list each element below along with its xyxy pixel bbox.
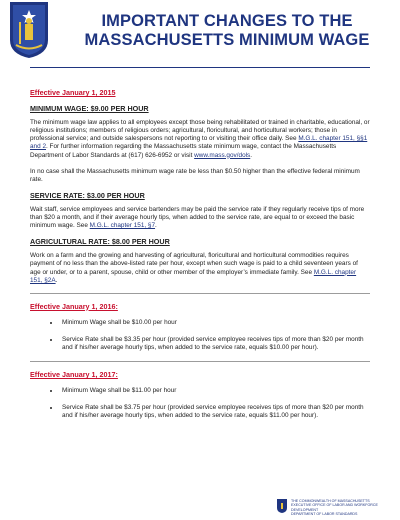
header-divider	[30, 67, 370, 68]
minimum-wage-paragraph: The minimum wage law applies to all employees except those being rehabilitated or trained in charitable, educational, or religious institutions; members of religious orders; agricultural, floricultural, and horticultural workers; those in professional service; and outside salespersons not reporting to or visiting their office daily. See M.G.L. chapter 151, §§1 and 2. For further information regarding the Massachusetts state minimum wage, contact the Massachusetts Department of Labor Standards at (617) 626-6952 or visit www.mass.gov/dols.	[30, 119, 370, 159]
dols-footer-logo	[276, 498, 386, 514]
agricultural-rate-heading: AGRICULTURAL RATE: $8.00 PER HOUR	[30, 237, 170, 247]
minimum-wage-heading: MINIMUM WAGE: $9.00 PER HOUR	[30, 104, 149, 114]
list-item: • Service Rate shall be $3.35 per hour (provided service employee receives tips of more than $20 per month and if his/her average hourly tips, when added to the service rate, equals $10.00 per hour).	[60, 336, 370, 352]
dols-website-link[interactable]: www.mass.gov/dols	[194, 151, 251, 159]
footer-seal-icon	[276, 498, 288, 514]
agricultural-rate-paragraph: Work on a farm and the growing and harvesting of agricultural, floricultural and horticultural commodities requires payment of no less than the above-listed rate per hour, except when such wage is paid to a child seventeen years of age or under, or to a parent, spouse, child or other member of the employer’s immediate family. See M.G.L. chapter 151, §2A.	[30, 252, 358, 284]
footer-line-1: THE COMMONWEALTH OF MASSACHUSETTS	[291, 499, 370, 503]
page-title	[60, 12, 394, 50]
federal-minimum-paragraph: In no case shall the Massachusetts minimum wage rate be less than $0.50 higher than the effective federal minimum rate.	[30, 167, 360, 183]
mgl-151-1-2-link[interactable]: M.G.L. chapter 151, §§1 and 2	[30, 135, 368, 151]
title-line-1: IMPORTANT CHANGES TO THE	[101, 12, 353, 30]
list-2017	[30, 387, 370, 420]
list-item: • Minimum Wage shall be $10.00 per hour	[60, 319, 370, 327]
service-rate-heading: SERVICE RATE: $3.00 PER HOUR	[30, 190, 145, 200]
document-body	[30, 89, 370, 429]
massachusetts-seal-icon	[8, 0, 50, 60]
effective-2015-heading: Effective January 1, 2015	[30, 88, 116, 97]
list-2016	[30, 319, 370, 352]
title-line-2: MASSACHUSETTS MINIMUM WAGE	[84, 31, 370, 49]
section-divider-2017	[30, 361, 370, 362]
section-divider-2016	[30, 293, 370, 294]
footer-line-3: DEPARTMENT OF LABOR STANDARDS	[291, 511, 358, 516]
mgl-151-7-link[interactable]: M.G.L. chapter 151, §7	[89, 222, 156, 230]
mgl-151-2a-link[interactable]: M.G.L. chapter 151, §2A	[30, 268, 357, 284]
service-rate-paragraph: Wait staff, service employees and service bartenders may be paid the service rate if they regularly receive tips of more than $20 a month, and if their average hourly tips, when added to the service rate, are equal to or exceed the basic minimum wage. See M.G.L. chapter 151, §7.	[30, 205, 365, 230]
footer-line-2: EXECUTIVE OFFICE OF LABOR AND WORKFORCE DEVELOPMENT	[291, 503, 378, 512]
effective-2017-heading: Effective January 1, 2017:	[30, 370, 118, 380]
list-item: • Service Rate shall be $3.75 per hour (provided service employee receives tips of more than $20 per month and if his/her average hourly tips, when added to the service rate, equals $11.00 per hour).	[60, 404, 370, 420]
effective-2016-heading: Effective January 1, 2016:	[30, 301, 118, 311]
list-item: • Minimum Wage shall be $11.00 per hour	[60, 387, 370, 395]
